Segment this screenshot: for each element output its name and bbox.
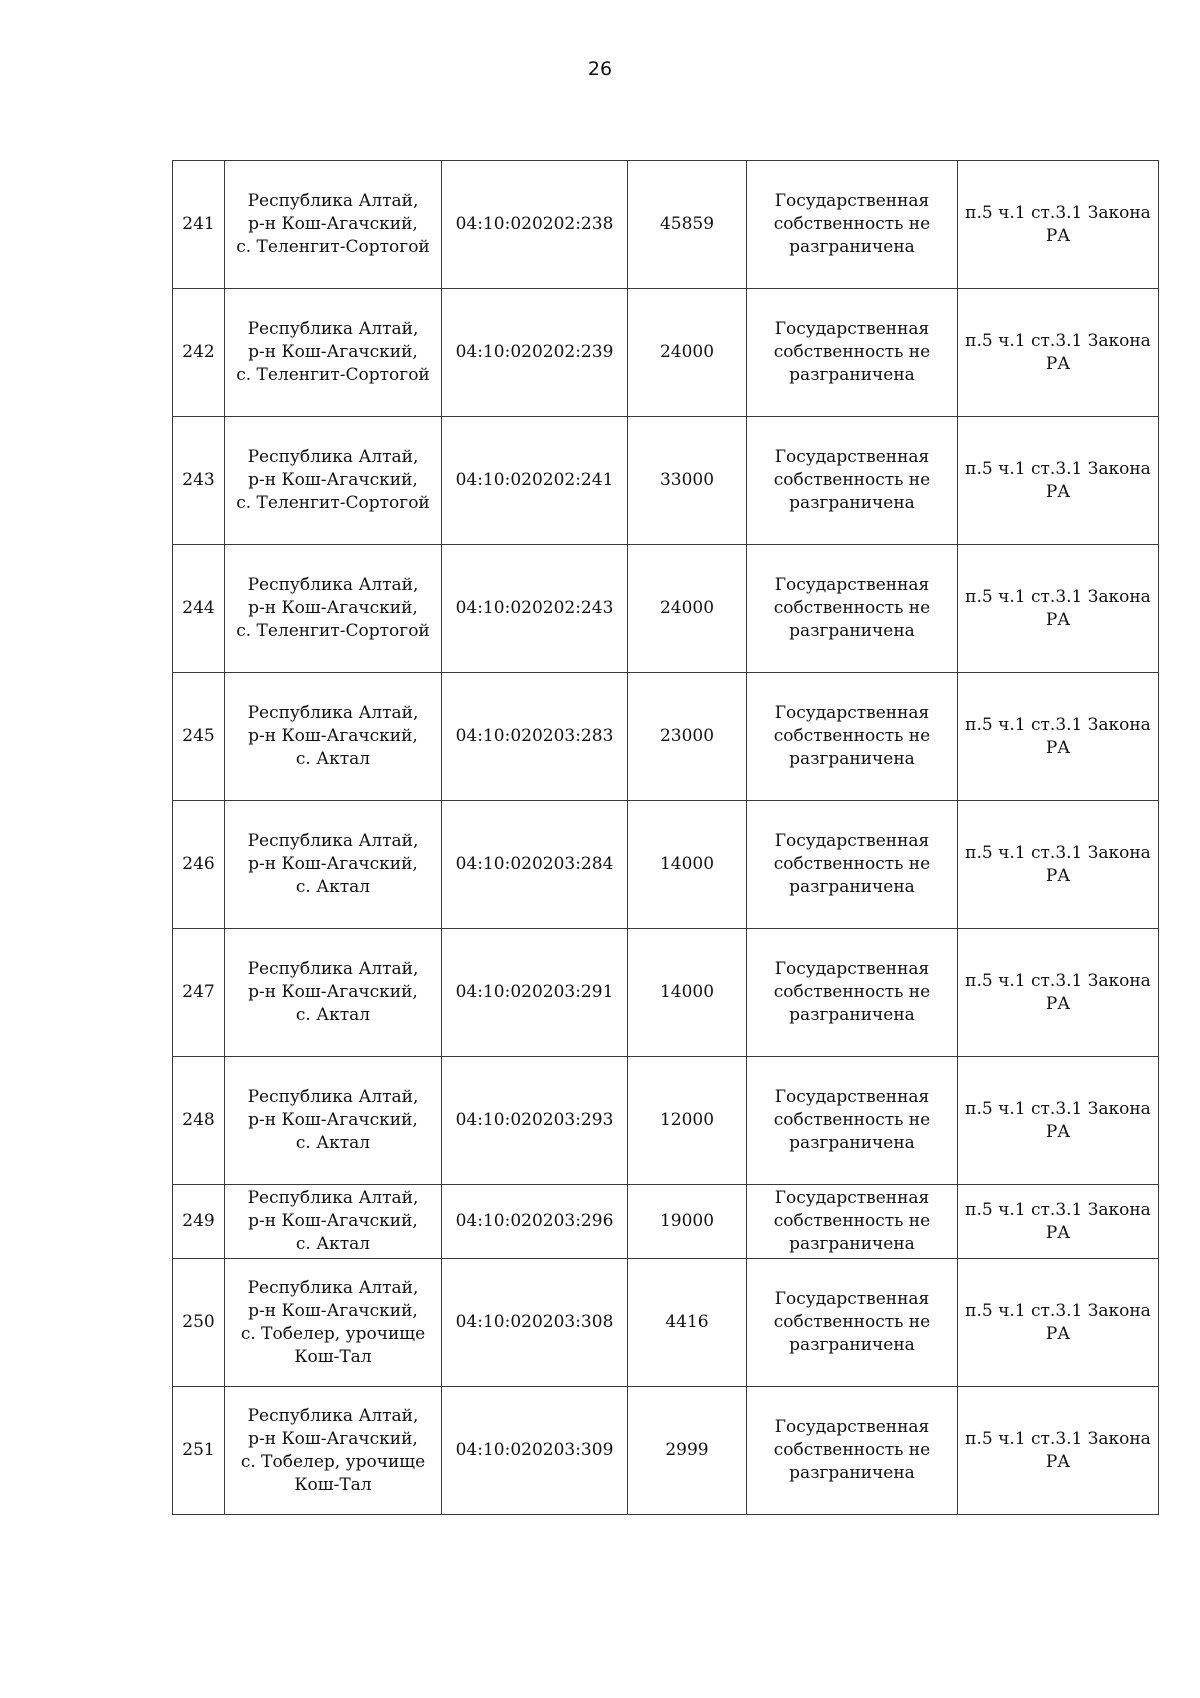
table-row xyxy=(173,673,1159,801)
legal-basis-cell xyxy=(958,1387,1159,1515)
cadastral-number-cell: 04:10:020203:291 xyxy=(442,929,628,1057)
address-cell xyxy=(225,417,442,545)
cadastral-number-cell: 04:10:020202:238 xyxy=(442,161,628,289)
ownership-cell xyxy=(747,289,958,417)
ownership-line: собственность не xyxy=(773,1211,931,1231)
ownership-line: разграничена xyxy=(789,749,915,769)
address-cell xyxy=(225,289,442,417)
address-line: р-н Кош-Агачский, xyxy=(248,342,418,362)
address-line: с. Актал xyxy=(295,1005,371,1025)
address-line: с. Теленгит-Сортогой xyxy=(236,237,430,257)
table-row xyxy=(173,1185,1159,1259)
legal-basis-line: РА xyxy=(1045,1323,1071,1344)
address-line: Республика Алтай, xyxy=(247,1188,419,1208)
row-number-cell: 248 xyxy=(173,1057,225,1185)
address-line: Республика Алтай, xyxy=(247,575,419,595)
ownership-line: Государственная xyxy=(774,1417,930,1437)
ownership-line: Государственная xyxy=(774,1289,930,1309)
address-line: с. Актал xyxy=(295,1234,371,1254)
ownership-cell xyxy=(747,1387,958,1515)
ownership-line: разграничена xyxy=(789,1463,915,1483)
address-line: Республика Алтай, xyxy=(247,1087,419,1107)
page-number: 26 xyxy=(587,58,613,80)
address-cell xyxy=(225,161,442,289)
address-line: с. Теленгит-Сортогой xyxy=(236,493,430,513)
cadastral-number-cell: 04:10:020203:283 xyxy=(442,673,628,801)
ownership-line: разграничена xyxy=(789,621,915,641)
legal-basis-line: п.5 ч.1 ст.3.1 Закона xyxy=(965,1300,1151,1321)
ownership-cell xyxy=(747,161,958,289)
ownership-line: Государственная xyxy=(774,703,930,723)
ownership-line: Государственная xyxy=(774,1188,930,1208)
table-row xyxy=(173,289,1159,417)
row-number-cell: 249 xyxy=(173,1185,225,1259)
legal-basis-cell xyxy=(958,417,1159,545)
table-row xyxy=(173,417,1159,545)
address-cell xyxy=(225,545,442,673)
area-cell: 24000 xyxy=(628,289,747,417)
address-line: р-н Кош-Агачский, xyxy=(248,854,418,874)
ownership-line: разграничена xyxy=(789,1234,915,1254)
row-number-cell: 241 xyxy=(173,161,225,289)
address-line: Республика Алтай, xyxy=(247,191,419,211)
address-line: с. Актал xyxy=(295,877,371,897)
legal-basis-cell xyxy=(958,161,1159,289)
address-line: р-н Кош-Агачский, xyxy=(248,982,418,1002)
address-cell xyxy=(225,1185,442,1259)
ownership-line: собственность не xyxy=(773,214,931,234)
legal-basis-line: РА xyxy=(1045,993,1071,1014)
address-line: р-н Кош-Агачский, xyxy=(248,726,418,746)
ownership-line: Государственная xyxy=(774,1087,930,1107)
ownership-line: разграничена xyxy=(789,877,915,897)
row-number-cell: 245 xyxy=(173,673,225,801)
address-cell xyxy=(225,673,442,801)
cadastral-number-cell: 04:10:020203:284 xyxy=(442,801,628,929)
table-body xyxy=(173,161,1159,1515)
ownership-cell xyxy=(747,801,958,929)
area-cell: 4416 xyxy=(628,1259,747,1387)
ownership-cell xyxy=(747,673,958,801)
legal-basis-cell xyxy=(958,1057,1159,1185)
ownership-cell xyxy=(747,1057,958,1185)
address-cell xyxy=(225,1387,442,1515)
address-cell xyxy=(225,1057,442,1185)
ownership-line: собственность не xyxy=(773,854,931,874)
area-cell: 14000 xyxy=(628,801,747,929)
address-line: р-н Кош-Агачский, xyxy=(248,1300,418,1321)
address-line: р-н Кош-Агачский, xyxy=(248,598,418,618)
area-cell: 19000 xyxy=(628,1185,747,1259)
cadastral-number-cell: 04:10:020203:296 xyxy=(442,1185,628,1259)
address-line: с. Актал xyxy=(295,1133,371,1153)
address-line: Республика Алтай, xyxy=(247,1277,419,1298)
legal-basis-cell xyxy=(958,929,1159,1057)
table-row xyxy=(173,929,1159,1057)
ownership-line: собственность не xyxy=(773,1440,931,1460)
ownership-line: собственность не xyxy=(773,470,931,490)
address-line: Республика Алтай, xyxy=(247,831,419,851)
area-cell: 12000 xyxy=(628,1057,747,1185)
legal-basis-cell xyxy=(958,289,1159,417)
address-line: Республика Алтай, xyxy=(247,447,419,467)
ownership-cell xyxy=(747,545,958,673)
ownership-line: разграничена xyxy=(789,493,915,513)
legal-basis-line: п.5 ч.1 ст.3.1 Закона xyxy=(965,842,1151,863)
legal-basis-line: п.5 ч.1 ст.3.1 Закона xyxy=(965,586,1151,607)
address-cell xyxy=(225,1259,442,1387)
cadastral-number-cell: 04:10:020202:243 xyxy=(442,545,628,673)
ownership-line: собственность не xyxy=(773,342,931,362)
row-number-cell: 246 xyxy=(173,801,225,929)
area-cell: 24000 xyxy=(628,545,747,673)
address-line: р-н Кош-Агачский, xyxy=(248,1428,418,1449)
cadastral-number-cell: 04:10:020203:293 xyxy=(442,1057,628,1185)
ownership-cell xyxy=(747,929,958,1057)
cadastral-number-cell: 04:10:020203:309 xyxy=(442,1387,628,1515)
legal-basis-cell xyxy=(958,673,1159,801)
address-line: Республика Алтай, xyxy=(247,703,419,723)
ownership-cell xyxy=(747,1185,958,1259)
legal-basis-line: РА xyxy=(1045,225,1071,246)
legal-basis-line: РА xyxy=(1045,1121,1071,1142)
area-cell: 45859 xyxy=(628,161,747,289)
legal-basis-line: п.5 ч.1 ст.3.1 Закона xyxy=(965,202,1151,223)
table-row xyxy=(173,545,1159,673)
legal-basis-cell xyxy=(958,1259,1159,1387)
area-cell: 33000 xyxy=(628,417,747,545)
address-line: Республика Алтай, xyxy=(247,1405,419,1426)
legal-basis-line: РА xyxy=(1045,1451,1071,1472)
ownership-line: собственность не xyxy=(773,982,931,1002)
legal-basis-cell xyxy=(958,545,1159,673)
row-number-cell: 242 xyxy=(173,289,225,417)
ownership-line: собственность не xyxy=(773,1312,931,1332)
legal-basis-line: РА xyxy=(1045,1222,1071,1243)
address-line: Кош-Тал xyxy=(294,1474,372,1495)
address-cell xyxy=(225,801,442,929)
address-line: с. Тобелер, урочище xyxy=(240,1323,426,1344)
legal-basis-line: п.5 ч.1 ст.3.1 Закона xyxy=(965,1199,1151,1220)
row-number-cell: 244 xyxy=(173,545,225,673)
cadastral-number-cell: 04:10:020202:241 xyxy=(442,417,628,545)
legal-basis-line: п.5 ч.1 ст.3.1 Закона xyxy=(965,1098,1151,1119)
ownership-line: Государственная xyxy=(774,959,930,979)
row-number-cell: 247 xyxy=(173,929,225,1057)
row-number-cell: 243 xyxy=(173,417,225,545)
legal-basis-line: п.5 ч.1 ст.3.1 Закона xyxy=(965,330,1151,351)
area-cell: 23000 xyxy=(628,673,747,801)
table-row xyxy=(173,801,1159,929)
ownership-line: Государственная xyxy=(774,319,930,339)
address-line: с. Актал xyxy=(295,749,371,769)
address-line: с. Теленгит-Сортогой xyxy=(236,621,430,641)
area-cell: 2999 xyxy=(628,1387,747,1515)
address-line: Республика Алтай, xyxy=(247,959,419,979)
legal-basis-line: п.5 ч.1 ст.3.1 Закона xyxy=(965,970,1151,991)
legal-basis-line: РА xyxy=(1045,353,1071,374)
table-row xyxy=(173,1259,1159,1387)
row-number-cell: 250 xyxy=(173,1259,225,1387)
cadastral-number-cell: 04:10:020202:239 xyxy=(442,289,628,417)
table-row xyxy=(173,1387,1159,1515)
ownership-line: Государственная xyxy=(774,575,930,595)
address-line: р-н Кош-Агачский, xyxy=(248,470,418,490)
ownership-line: разграничена xyxy=(789,1133,915,1153)
ownership-line: разграничена xyxy=(789,365,915,385)
land-plots-table xyxy=(172,160,1159,1515)
ownership-line: Государственная xyxy=(774,831,930,851)
address-line: Республика Алтай, xyxy=(247,319,419,339)
ownership-cell xyxy=(747,417,958,545)
ownership-line: Государственная xyxy=(774,191,930,211)
address-line: Кош-Тал xyxy=(294,1346,372,1367)
legal-basis-cell xyxy=(958,1185,1159,1259)
cadastral-number-cell: 04:10:020203:308 xyxy=(442,1259,628,1387)
address-line: с. Тобелер, урочище xyxy=(240,1451,426,1472)
ownership-line: разграничена xyxy=(789,1005,915,1025)
legal-basis-line: РА xyxy=(1045,481,1071,502)
legal-basis-line: РА xyxy=(1045,609,1071,630)
legal-basis-line: п.5 ч.1 ст.3.1 Закона xyxy=(965,714,1151,735)
ownership-line: собственность не xyxy=(773,598,931,618)
ownership-line: собственность не xyxy=(773,1110,931,1130)
row-number-cell: 251 xyxy=(173,1387,225,1515)
address-line: р-н Кош-Агачский, xyxy=(248,1110,418,1130)
address-line: р-н Кош-Агачский, xyxy=(248,214,418,234)
legal-basis-line: п.5 ч.1 ст.3.1 Закона xyxy=(965,458,1151,479)
legal-basis-line: РА xyxy=(1045,865,1071,886)
legal-basis-line: п.5 ч.1 ст.3.1 Закона xyxy=(965,1428,1151,1449)
legal-basis-cell xyxy=(958,801,1159,929)
address-line: р-н Кош-Агачский, xyxy=(248,1211,418,1231)
ownership-line: собственность не xyxy=(773,726,931,746)
table-row xyxy=(173,161,1159,289)
legal-basis-line: РА xyxy=(1045,737,1071,758)
address-cell xyxy=(225,929,442,1057)
ownership-line: разграничена xyxy=(789,237,915,257)
address-line: с. Теленгит-Сортогой xyxy=(236,365,430,385)
table-row xyxy=(173,1057,1159,1185)
ownership-line: разграничена xyxy=(789,1335,915,1355)
ownership-cell xyxy=(747,1259,958,1387)
ownership-line: Государственная xyxy=(774,447,930,467)
area-cell: 14000 xyxy=(628,929,747,1057)
